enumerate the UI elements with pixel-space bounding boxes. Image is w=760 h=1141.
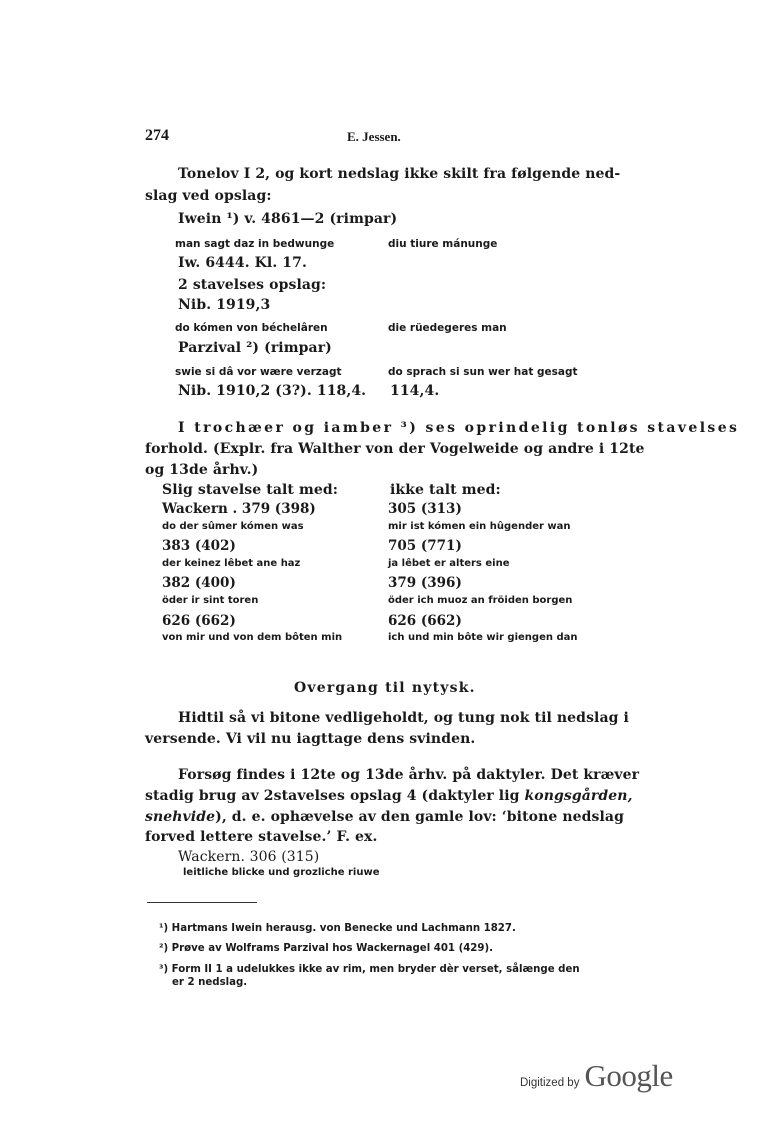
text-line: Forsøg findes i 12te og 13de århv. på daktyler. Det kræver (178, 767, 640, 783)
text-line: og 13de århv.) (145, 462, 259, 478)
section-heading: Overgang til nytysk. (294, 680, 476, 696)
verse-example: von mir und von dem bôten min (162, 632, 343, 643)
column-heading: Slig stavelse talt med: (162, 482, 339, 498)
text-line: 2 stavelses opslag: (178, 277, 327, 293)
verse-example: öder ich muoz an fröiden borgen (388, 595, 573, 606)
verse-example: man sagt daz in bedwunge (175, 238, 335, 250)
verse-example: der keinez lêbet ane haz (162, 558, 301, 569)
text-line (145, 788, 633, 804)
digitized-label: Digitized by (520, 1077, 580, 1089)
footnote: ¹) Hartmans Iwein herausg. von Benecke und Lachmann 1827. (159, 923, 516, 934)
text-line: Tonelov I 2, og kort nedslag ikke skilt fra følgende ned- (178, 166, 621, 182)
google-logo: Google (584, 1058, 673, 1093)
ref-left: 382 (400) (162, 575, 236, 591)
italic-term: snehvide (145, 809, 216, 825)
verse-example: öder ir sint toren (162, 595, 259, 606)
italic-term: kongsgården, (524, 788, 633, 804)
verse-example: mir ist kómen ein hûgender wan (388, 521, 571, 532)
text-run: ), d. e. ophævelse av den gamle lov: ‘bitone nedslag (215, 809, 624, 825)
ref-right: 705 (771) (388, 538, 462, 554)
column-heading: ikke talt med: (390, 482, 501, 498)
ref-right: 379 (396) (388, 575, 462, 591)
text-line: Nib. 1919,3 (178, 297, 271, 313)
text-line (145, 809, 624, 825)
verse-example: swie si dâ vor wære verzagt (175, 366, 342, 378)
text-run: stadig brug av 2stavelses opslag 4 (daktyler lig (145, 788, 525, 804)
footnote-rule (147, 902, 257, 903)
text-line: Iw. 6444. Kl. 17. (178, 255, 307, 271)
running-head-author: E. Jessen. (347, 129, 401, 144)
ref-right: 305 (313) (388, 501, 462, 517)
ref-left: 626 (662) (162, 613, 236, 629)
footnote: er 2 nedslag. (172, 977, 248, 988)
text-line: slag ved opslag: (145, 188, 272, 204)
footnote: ²) Prøve av Wolframs Parzival hos Wackernagel 401 (429). (159, 943, 494, 954)
text-line: forhold. (Explr. fra Walther von der Vogelweide og andre i 12te (145, 441, 645, 457)
verse-example: ja lêbet er alters eine (388, 558, 510, 569)
text-line: Hidtil så vi bitone vedligeholdt, og tung nok til nedslag i (178, 710, 629, 726)
text-line: versende. Vi vil nu iagttage dens svinden. (145, 731, 476, 747)
page-number: 274 (145, 127, 169, 144)
footnote: ³) Form II 1 a udelukkes ikke av rim, men bryder dèr verset, sålænge den (159, 964, 580, 975)
text-line: 114,4. (390, 383, 440, 399)
verse-example: die rüedegeres man (388, 322, 507, 334)
verse-example: diu tiure mánunge (388, 238, 498, 250)
google-watermark (520, 1058, 673, 1094)
verse-example: do kómen von béchelâren (175, 322, 328, 334)
verse-example: leitliche blicke und grozliche riuwe (183, 867, 380, 878)
text-line: Parzival ²) (rimpar) (178, 340, 332, 356)
text-line: Wackern. 306 (315) (178, 849, 320, 865)
ref-left: Wackern . 379 (398) (162, 501, 316, 517)
verse-example: do sprach si sun wer hat gesagt (388, 366, 578, 378)
verse-example: ich und min bôte wir giengen dan (388, 632, 578, 643)
verse-example: do der sûmer kómen was (162, 521, 304, 532)
text-line: Nib. 1910,2 (3?). 118,4. (178, 383, 367, 399)
text-line: I trochæer og iamber ³) ses oprindelig tonløs stavelses (178, 420, 740, 436)
text-line: Iwein ¹) v. 4861—2 (rimpar) (178, 211, 398, 227)
ref-left: 383 (402) (162, 538, 236, 554)
text-line: forved lettere stavelse.’ F. ex. (145, 829, 378, 845)
ref-right: 626 (662) (388, 613, 462, 629)
